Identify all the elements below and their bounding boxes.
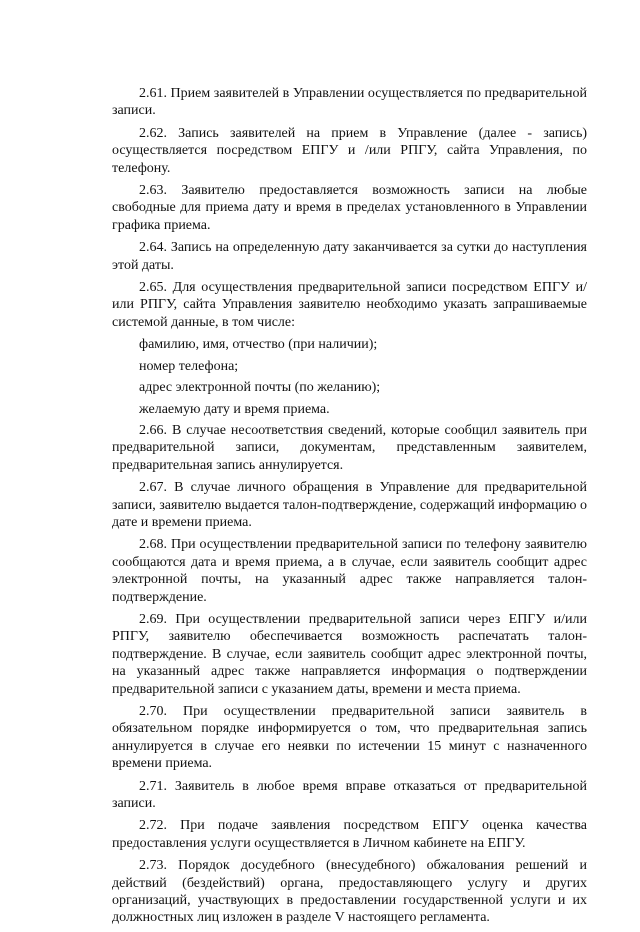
paragraph-2-68: 2.68. При осуществлении предварительной записи по телефону заявителю сообщаются дата и время приема, а в случае, если заявитель сообщит адрес электронной почты, на указанный адрес также направляется талон-подтверждение. [112,537,587,605]
paragraph-2-70: 2.70. При осуществлении предварительной записи заявитель в обязательном порядке информируется о том, что предварительная запись аннулируется в случае его неявки по истечении 15 минут с назначенного времени приема. [112,704,587,772]
paragraph-2-61: 2.61. Прием заявителей в Управлении осуществляется по предварительной записи. [112,86,587,119]
paragraph-2-66: 2.66. В случае несоответствия сведений, которые сообщил заявитель при предварительной записи, документам, представленным заявителем, предварительная запись аннулируется. [112,422,587,473]
list-item-email: адрес электронной почты (по желанию); [139,380,381,396]
paragraph-2-72: 2.72. При подаче заявления посредством ЕПГУ оценка качества предоставления услуги осуществляется в Личном кабинете на ЕПГУ. [112,818,587,851]
list-item-date-time: желаемую дату и время приема. [139,401,330,417]
list-item-name: фамилию, имя, отчество (при наличии); [139,337,378,353]
document-body [112,85,587,932]
paragraph-2-65: 2.65. Для осуществления предварительной записи посредством ЕПГУ и/или РПГУ, сайта Управления заявителю необходимо указать запрашиваемые системой данные, в том числе: [112,280,587,330]
paragraph-2-64: 2.64. Запись на определенную дату заканчивается за сутки до наступления этой даты. [112,240,587,273]
paragraph-2-63: 2.63. Заявителю предоставляется возможность записи на любые свободные для приема дату и время в пределах установленного в Управлении графика приема. [112,183,587,233]
list-item-phone: номер телефона; [139,358,239,374]
paragraph-2-62: 2.62. Запись заявителей на прием в Управление (далее - запись) осуществляется посредством ЕПГУ и /или РПГУ, сайта Управления, по телефону. [112,125,587,176]
paragraph-2-71: 2.71. Заявитель в любое время вправе отказаться от предварительной записи. [112,778,587,812]
paragraph-2-67: 2.67. В случае личного обращения в Управление для предварительной записи, заявителю выдается талон-подтверждение, содержащий информацию о дате и времени приема. [112,480,587,530]
paragraph-2-73: 2.73. Порядок досудебного (внесудебного) обжалования решений и действий (бездействий) органа, предоставляющего услугу и других организаций, участвующих в предоставлении государственной услуги и их должностных лиц изложен в разделе V настоящего регламента. [112,858,587,926]
paragraph-2-69: 2.69. При осуществлении предварительной записи через ЕПГУ и/или РПГУ, заявителю обеспечивается возможность распечатать талон-подтверждение. В случае, если заявитель сообщит адрес электронной почты, на указанный адрес также направляется информация о подтверждении предварительной записи с указанием даты, времени и места приема. [112,611,587,697]
